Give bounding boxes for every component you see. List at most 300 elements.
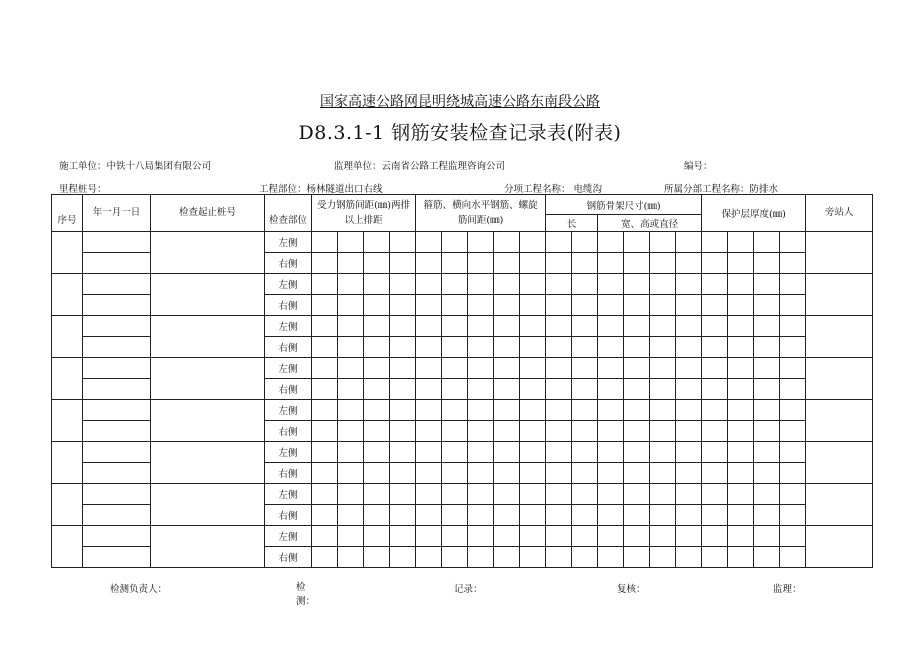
value-cell[interactable] <box>598 253 624 274</box>
value-cell[interactable] <box>728 337 754 358</box>
value-cell[interactable] <box>780 547 806 568</box>
value-cell[interactable] <box>676 421 702 442</box>
value-cell[interactable] <box>494 379 520 400</box>
value-cell[interactable] <box>598 400 624 421</box>
value-cell[interactable] <box>416 463 442 484</box>
value-cell[interactable] <box>650 463 676 484</box>
value-cell[interactable] <box>702 526 728 547</box>
value-cell[interactable] <box>494 358 520 379</box>
value-cell[interactable] <box>390 379 416 400</box>
date-cell[interactable] <box>83 505 151 526</box>
value-cell[interactable] <box>572 505 598 526</box>
value-cell[interactable] <box>572 526 598 547</box>
value-cell[interactable] <box>312 484 338 505</box>
value-cell[interactable] <box>312 400 338 421</box>
value-cell[interactable] <box>572 547 598 568</box>
value-cell[interactable] <box>442 232 468 253</box>
seq-cell[interactable] <box>52 400 83 442</box>
value-cell[interactable] <box>754 505 780 526</box>
value-cell[interactable] <box>572 316 598 337</box>
value-cell[interactable] <box>546 526 572 547</box>
value-cell[interactable] <box>312 358 338 379</box>
value-cell[interactable] <box>468 547 494 568</box>
value-cell[interactable] <box>650 232 676 253</box>
value-cell[interactable] <box>468 379 494 400</box>
value-cell[interactable] <box>520 232 546 253</box>
value-cell[interactable] <box>442 421 468 442</box>
value-cell[interactable] <box>338 505 364 526</box>
value-cell[interactable] <box>780 526 806 547</box>
value-cell[interactable] <box>676 526 702 547</box>
value-cell[interactable] <box>598 526 624 547</box>
value-cell[interactable] <box>728 274 754 295</box>
value-cell[interactable] <box>676 484 702 505</box>
value-cell[interactable] <box>416 337 442 358</box>
value-cell[interactable] <box>312 316 338 337</box>
value-cell[interactable] <box>572 253 598 274</box>
value-cell[interactable] <box>650 484 676 505</box>
date-cell[interactable] <box>83 463 151 484</box>
value-cell[interactable] <box>338 526 364 547</box>
witness-cell[interactable] <box>806 484 873 526</box>
value-cell[interactable] <box>312 253 338 274</box>
value-cell[interactable] <box>624 526 650 547</box>
value-cell[interactable] <box>702 400 728 421</box>
value-cell[interactable] <box>754 316 780 337</box>
value-cell[interactable] <box>468 400 494 421</box>
value-cell[interactable] <box>702 505 728 526</box>
value-cell[interactable] <box>546 295 572 316</box>
value-cell[interactable] <box>598 232 624 253</box>
value-cell[interactable] <box>364 505 390 526</box>
value-cell[interactable] <box>338 316 364 337</box>
value-cell[interactable] <box>390 253 416 274</box>
date-cell[interactable] <box>83 400 151 421</box>
value-cell[interactable] <box>312 505 338 526</box>
value-cell[interactable] <box>728 295 754 316</box>
value-cell[interactable] <box>728 253 754 274</box>
value-cell[interactable] <box>780 337 806 358</box>
value-cell[interactable] <box>312 274 338 295</box>
value-cell[interactable] <box>572 463 598 484</box>
value-cell[interactable] <box>468 442 494 463</box>
witness-cell[interactable] <box>806 358 873 400</box>
value-cell[interactable] <box>728 421 754 442</box>
value-cell[interactable] <box>338 232 364 253</box>
value-cell[interactable] <box>780 484 806 505</box>
value-cell[interactable] <box>754 295 780 316</box>
value-cell[interactable] <box>624 358 650 379</box>
value-cell[interactable] <box>572 337 598 358</box>
value-cell[interactable] <box>702 232 728 253</box>
value-cell[interactable] <box>754 400 780 421</box>
value-cell[interactable] <box>364 274 390 295</box>
value-cell[interactable] <box>442 547 468 568</box>
value-cell[interactable] <box>650 295 676 316</box>
value-cell[interactable] <box>312 442 338 463</box>
date-cell[interactable] <box>83 421 151 442</box>
value-cell[interactable] <box>312 547 338 568</box>
value-cell[interactable] <box>546 442 572 463</box>
value-cell[interactable] <box>468 295 494 316</box>
value-cell[interactable] <box>390 421 416 442</box>
value-cell[interactable] <box>650 547 676 568</box>
value-cell[interactable] <box>754 337 780 358</box>
value-cell[interactable] <box>338 379 364 400</box>
value-cell[interactable] <box>468 253 494 274</box>
station-cell[interactable] <box>151 442 265 484</box>
value-cell[interactable] <box>546 337 572 358</box>
value-cell[interactable] <box>702 484 728 505</box>
value-cell[interactable] <box>650 253 676 274</box>
value-cell[interactable] <box>676 379 702 400</box>
value-cell[interactable] <box>494 337 520 358</box>
value-cell[interactable] <box>364 253 390 274</box>
value-cell[interactable] <box>728 232 754 253</box>
value-cell[interactable] <box>520 463 546 484</box>
seq-cell[interactable] <box>52 442 83 484</box>
value-cell[interactable] <box>494 505 520 526</box>
value-cell[interactable] <box>780 232 806 253</box>
value-cell[interactable] <box>598 505 624 526</box>
value-cell[interactable] <box>572 484 598 505</box>
value-cell[interactable] <box>572 358 598 379</box>
value-cell[interactable] <box>650 421 676 442</box>
date-cell[interactable] <box>83 295 151 316</box>
value-cell[interactable] <box>780 295 806 316</box>
value-cell[interactable] <box>754 442 780 463</box>
value-cell[interactable] <box>624 547 650 568</box>
value-cell[interactable] <box>338 400 364 421</box>
value-cell[interactable] <box>416 358 442 379</box>
value-cell[interactable] <box>676 463 702 484</box>
value-cell[interactable] <box>312 295 338 316</box>
value-cell[interactable] <box>754 526 780 547</box>
value-cell[interactable] <box>338 253 364 274</box>
value-cell[interactable] <box>390 463 416 484</box>
value-cell[interactable] <box>598 547 624 568</box>
value-cell[interactable] <box>390 358 416 379</box>
value-cell[interactable] <box>468 232 494 253</box>
value-cell[interactable] <box>494 232 520 253</box>
station-cell[interactable] <box>151 232 265 274</box>
value-cell[interactable] <box>650 379 676 400</box>
value-cell[interactable] <box>494 484 520 505</box>
value-cell[interactable] <box>572 274 598 295</box>
value-cell[interactable] <box>572 442 598 463</box>
station-cell[interactable] <box>151 484 265 526</box>
value-cell[interactable] <box>494 526 520 547</box>
value-cell[interactable] <box>572 400 598 421</box>
value-cell[interactable] <box>780 274 806 295</box>
value-cell[interactable] <box>364 337 390 358</box>
value-cell[interactable] <box>364 379 390 400</box>
date-cell[interactable] <box>83 253 151 274</box>
value-cell[interactable] <box>442 442 468 463</box>
value-cell[interactable] <box>624 379 650 400</box>
value-cell[interactable] <box>468 274 494 295</box>
value-cell[interactable] <box>338 484 364 505</box>
value-cell[interactable] <box>520 379 546 400</box>
value-cell[interactable] <box>312 421 338 442</box>
value-cell[interactable] <box>312 526 338 547</box>
value-cell[interactable] <box>442 379 468 400</box>
value-cell[interactable] <box>728 400 754 421</box>
value-cell[interactable] <box>624 421 650 442</box>
date-cell[interactable] <box>83 442 151 463</box>
value-cell[interactable] <box>754 463 780 484</box>
date-cell[interactable] <box>83 379 151 400</box>
value-cell[interactable] <box>442 337 468 358</box>
value-cell[interactable] <box>520 421 546 442</box>
value-cell[interactable] <box>572 421 598 442</box>
value-cell[interactable] <box>338 421 364 442</box>
witness-cell[interactable] <box>806 316 873 358</box>
value-cell[interactable] <box>754 421 780 442</box>
date-cell[interactable] <box>83 232 151 253</box>
value-cell[interactable] <box>702 337 728 358</box>
date-cell[interactable] <box>83 337 151 358</box>
value-cell[interactable] <box>598 379 624 400</box>
value-cell[interactable] <box>520 316 546 337</box>
value-cell[interactable] <box>598 358 624 379</box>
witness-cell[interactable] <box>806 400 873 442</box>
value-cell[interactable] <box>442 316 468 337</box>
value-cell[interactable] <box>390 274 416 295</box>
seq-cell[interactable] <box>52 232 83 274</box>
value-cell[interactable] <box>546 253 572 274</box>
value-cell[interactable] <box>468 505 494 526</box>
value-cell[interactable] <box>676 442 702 463</box>
seq-cell[interactable] <box>52 526 83 568</box>
value-cell[interactable] <box>728 442 754 463</box>
witness-cell[interactable] <box>806 442 873 484</box>
value-cell[interactable] <box>598 316 624 337</box>
value-cell[interactable] <box>390 526 416 547</box>
value-cell[interactable] <box>624 337 650 358</box>
value-cell[interactable] <box>468 484 494 505</box>
value-cell[interactable] <box>676 337 702 358</box>
date-cell[interactable] <box>83 316 151 337</box>
value-cell[interactable] <box>780 358 806 379</box>
date-cell[interactable] <box>83 358 151 379</box>
value-cell[interactable] <box>546 274 572 295</box>
value-cell[interactable] <box>728 526 754 547</box>
value-cell[interactable] <box>494 316 520 337</box>
value-cell[interactable] <box>442 400 468 421</box>
value-cell[interactable] <box>416 484 442 505</box>
witness-cell[interactable] <box>806 526 873 568</box>
value-cell[interactable] <box>416 400 442 421</box>
value-cell[interactable] <box>546 463 572 484</box>
value-cell[interactable] <box>442 505 468 526</box>
value-cell[interactable] <box>780 400 806 421</box>
value-cell[interactable] <box>468 463 494 484</box>
value-cell[interactable] <box>390 337 416 358</box>
value-cell[interactable] <box>416 316 442 337</box>
value-cell[interactable] <box>364 421 390 442</box>
value-cell[interactable] <box>364 232 390 253</box>
date-cell[interactable] <box>83 274 151 295</box>
value-cell[interactable] <box>520 337 546 358</box>
value-cell[interactable] <box>546 379 572 400</box>
value-cell[interactable] <box>520 274 546 295</box>
value-cell[interactable] <box>624 505 650 526</box>
value-cell[interactable] <box>312 379 338 400</box>
value-cell[interactable] <box>728 547 754 568</box>
value-cell[interactable] <box>390 505 416 526</box>
value-cell[interactable] <box>624 295 650 316</box>
value-cell[interactable] <box>650 358 676 379</box>
value-cell[interactable] <box>416 526 442 547</box>
witness-cell[interactable] <box>806 232 873 274</box>
value-cell[interactable] <box>494 400 520 421</box>
value-cell[interactable] <box>598 274 624 295</box>
value-cell[interactable] <box>728 484 754 505</box>
value-cell[interactable] <box>468 421 494 442</box>
value-cell[interactable] <box>650 400 676 421</box>
value-cell[interactable] <box>338 274 364 295</box>
value-cell[interactable] <box>780 253 806 274</box>
seq-cell[interactable] <box>52 274 83 316</box>
value-cell[interactable] <box>390 547 416 568</box>
value-cell[interactable] <box>702 358 728 379</box>
value-cell[interactable] <box>546 232 572 253</box>
value-cell[interactable] <box>546 400 572 421</box>
seq-cell[interactable] <box>52 358 83 400</box>
value-cell[interactable] <box>754 379 780 400</box>
value-cell[interactable] <box>416 253 442 274</box>
value-cell[interactable] <box>572 232 598 253</box>
value-cell[interactable] <box>780 421 806 442</box>
value-cell[interactable] <box>546 421 572 442</box>
value-cell[interactable] <box>442 295 468 316</box>
seq-cell[interactable] <box>52 316 83 358</box>
value-cell[interactable] <box>728 379 754 400</box>
value-cell[interactable] <box>702 442 728 463</box>
value-cell[interactable] <box>520 253 546 274</box>
value-cell[interactable] <box>468 316 494 337</box>
value-cell[interactable] <box>338 463 364 484</box>
value-cell[interactable] <box>702 379 728 400</box>
value-cell[interactable] <box>390 400 416 421</box>
value-cell[interactable] <box>598 421 624 442</box>
station-cell[interactable] <box>151 316 265 358</box>
value-cell[interactable] <box>390 442 416 463</box>
value-cell[interactable] <box>520 400 546 421</box>
value-cell[interactable] <box>754 232 780 253</box>
value-cell[interactable] <box>416 442 442 463</box>
value-cell[interactable] <box>650 505 676 526</box>
value-cell[interactable] <box>338 358 364 379</box>
value-cell[interactable] <box>676 547 702 568</box>
value-cell[interactable] <box>416 547 442 568</box>
value-cell[interactable] <box>338 442 364 463</box>
value-cell[interactable] <box>676 274 702 295</box>
value-cell[interactable] <box>572 295 598 316</box>
value-cell[interactable] <box>546 316 572 337</box>
value-cell[interactable] <box>624 316 650 337</box>
value-cell[interactable] <box>468 526 494 547</box>
value-cell[interactable] <box>676 253 702 274</box>
value-cell[interactable] <box>312 463 338 484</box>
value-cell[interactable] <box>754 547 780 568</box>
value-cell[interactable] <box>442 484 468 505</box>
value-cell[interactable] <box>364 358 390 379</box>
value-cell[interactable] <box>442 463 468 484</box>
value-cell[interactable] <box>390 295 416 316</box>
value-cell[interactable] <box>598 295 624 316</box>
value-cell[interactable] <box>416 379 442 400</box>
value-cell[interactable] <box>494 421 520 442</box>
value-cell[interactable] <box>598 337 624 358</box>
value-cell[interactable] <box>598 463 624 484</box>
value-cell[interactable] <box>390 232 416 253</box>
value-cell[interactable] <box>494 442 520 463</box>
value-cell[interactable] <box>494 253 520 274</box>
value-cell[interactable] <box>754 358 780 379</box>
value-cell[interactable] <box>728 316 754 337</box>
value-cell[interactable] <box>364 442 390 463</box>
value-cell[interactable] <box>520 547 546 568</box>
value-cell[interactable] <box>676 316 702 337</box>
value-cell[interactable] <box>546 358 572 379</box>
value-cell[interactable] <box>624 484 650 505</box>
value-cell[interactable] <box>650 337 676 358</box>
value-cell[interactable] <box>754 253 780 274</box>
station-cell[interactable] <box>151 274 265 316</box>
value-cell[interactable] <box>780 379 806 400</box>
value-cell[interactable] <box>442 358 468 379</box>
value-cell[interactable] <box>364 400 390 421</box>
value-cell[interactable] <box>754 484 780 505</box>
value-cell[interactable] <box>468 358 494 379</box>
value-cell[interactable] <box>338 295 364 316</box>
value-cell[interactable] <box>364 295 390 316</box>
value-cell[interactable] <box>624 442 650 463</box>
value-cell[interactable] <box>624 400 650 421</box>
value-cell[interactable] <box>494 274 520 295</box>
value-cell[interactable] <box>416 232 442 253</box>
date-cell[interactable] <box>83 484 151 505</box>
value-cell[interactable] <box>390 316 416 337</box>
value-cell[interactable] <box>650 442 676 463</box>
value-cell[interactable] <box>494 463 520 484</box>
value-cell[interactable] <box>676 400 702 421</box>
value-cell[interactable] <box>754 274 780 295</box>
value-cell[interactable] <box>780 442 806 463</box>
value-cell[interactable] <box>520 505 546 526</box>
witness-cell[interactable] <box>806 274 873 316</box>
value-cell[interactable] <box>728 505 754 526</box>
station-cell[interactable] <box>151 358 265 400</box>
value-cell[interactable] <box>520 484 546 505</box>
value-cell[interactable] <box>702 295 728 316</box>
value-cell[interactable] <box>416 274 442 295</box>
value-cell[interactable] <box>364 547 390 568</box>
value-cell[interactable] <box>598 484 624 505</box>
value-cell[interactable] <box>546 505 572 526</box>
value-cell[interactable] <box>676 505 702 526</box>
value-cell[interactable] <box>728 358 754 379</box>
value-cell[interactable] <box>442 526 468 547</box>
value-cell[interactable] <box>312 232 338 253</box>
value-cell[interactable] <box>598 442 624 463</box>
station-cell[interactable] <box>151 400 265 442</box>
value-cell[interactable] <box>624 463 650 484</box>
value-cell[interactable] <box>520 442 546 463</box>
value-cell[interactable] <box>364 526 390 547</box>
